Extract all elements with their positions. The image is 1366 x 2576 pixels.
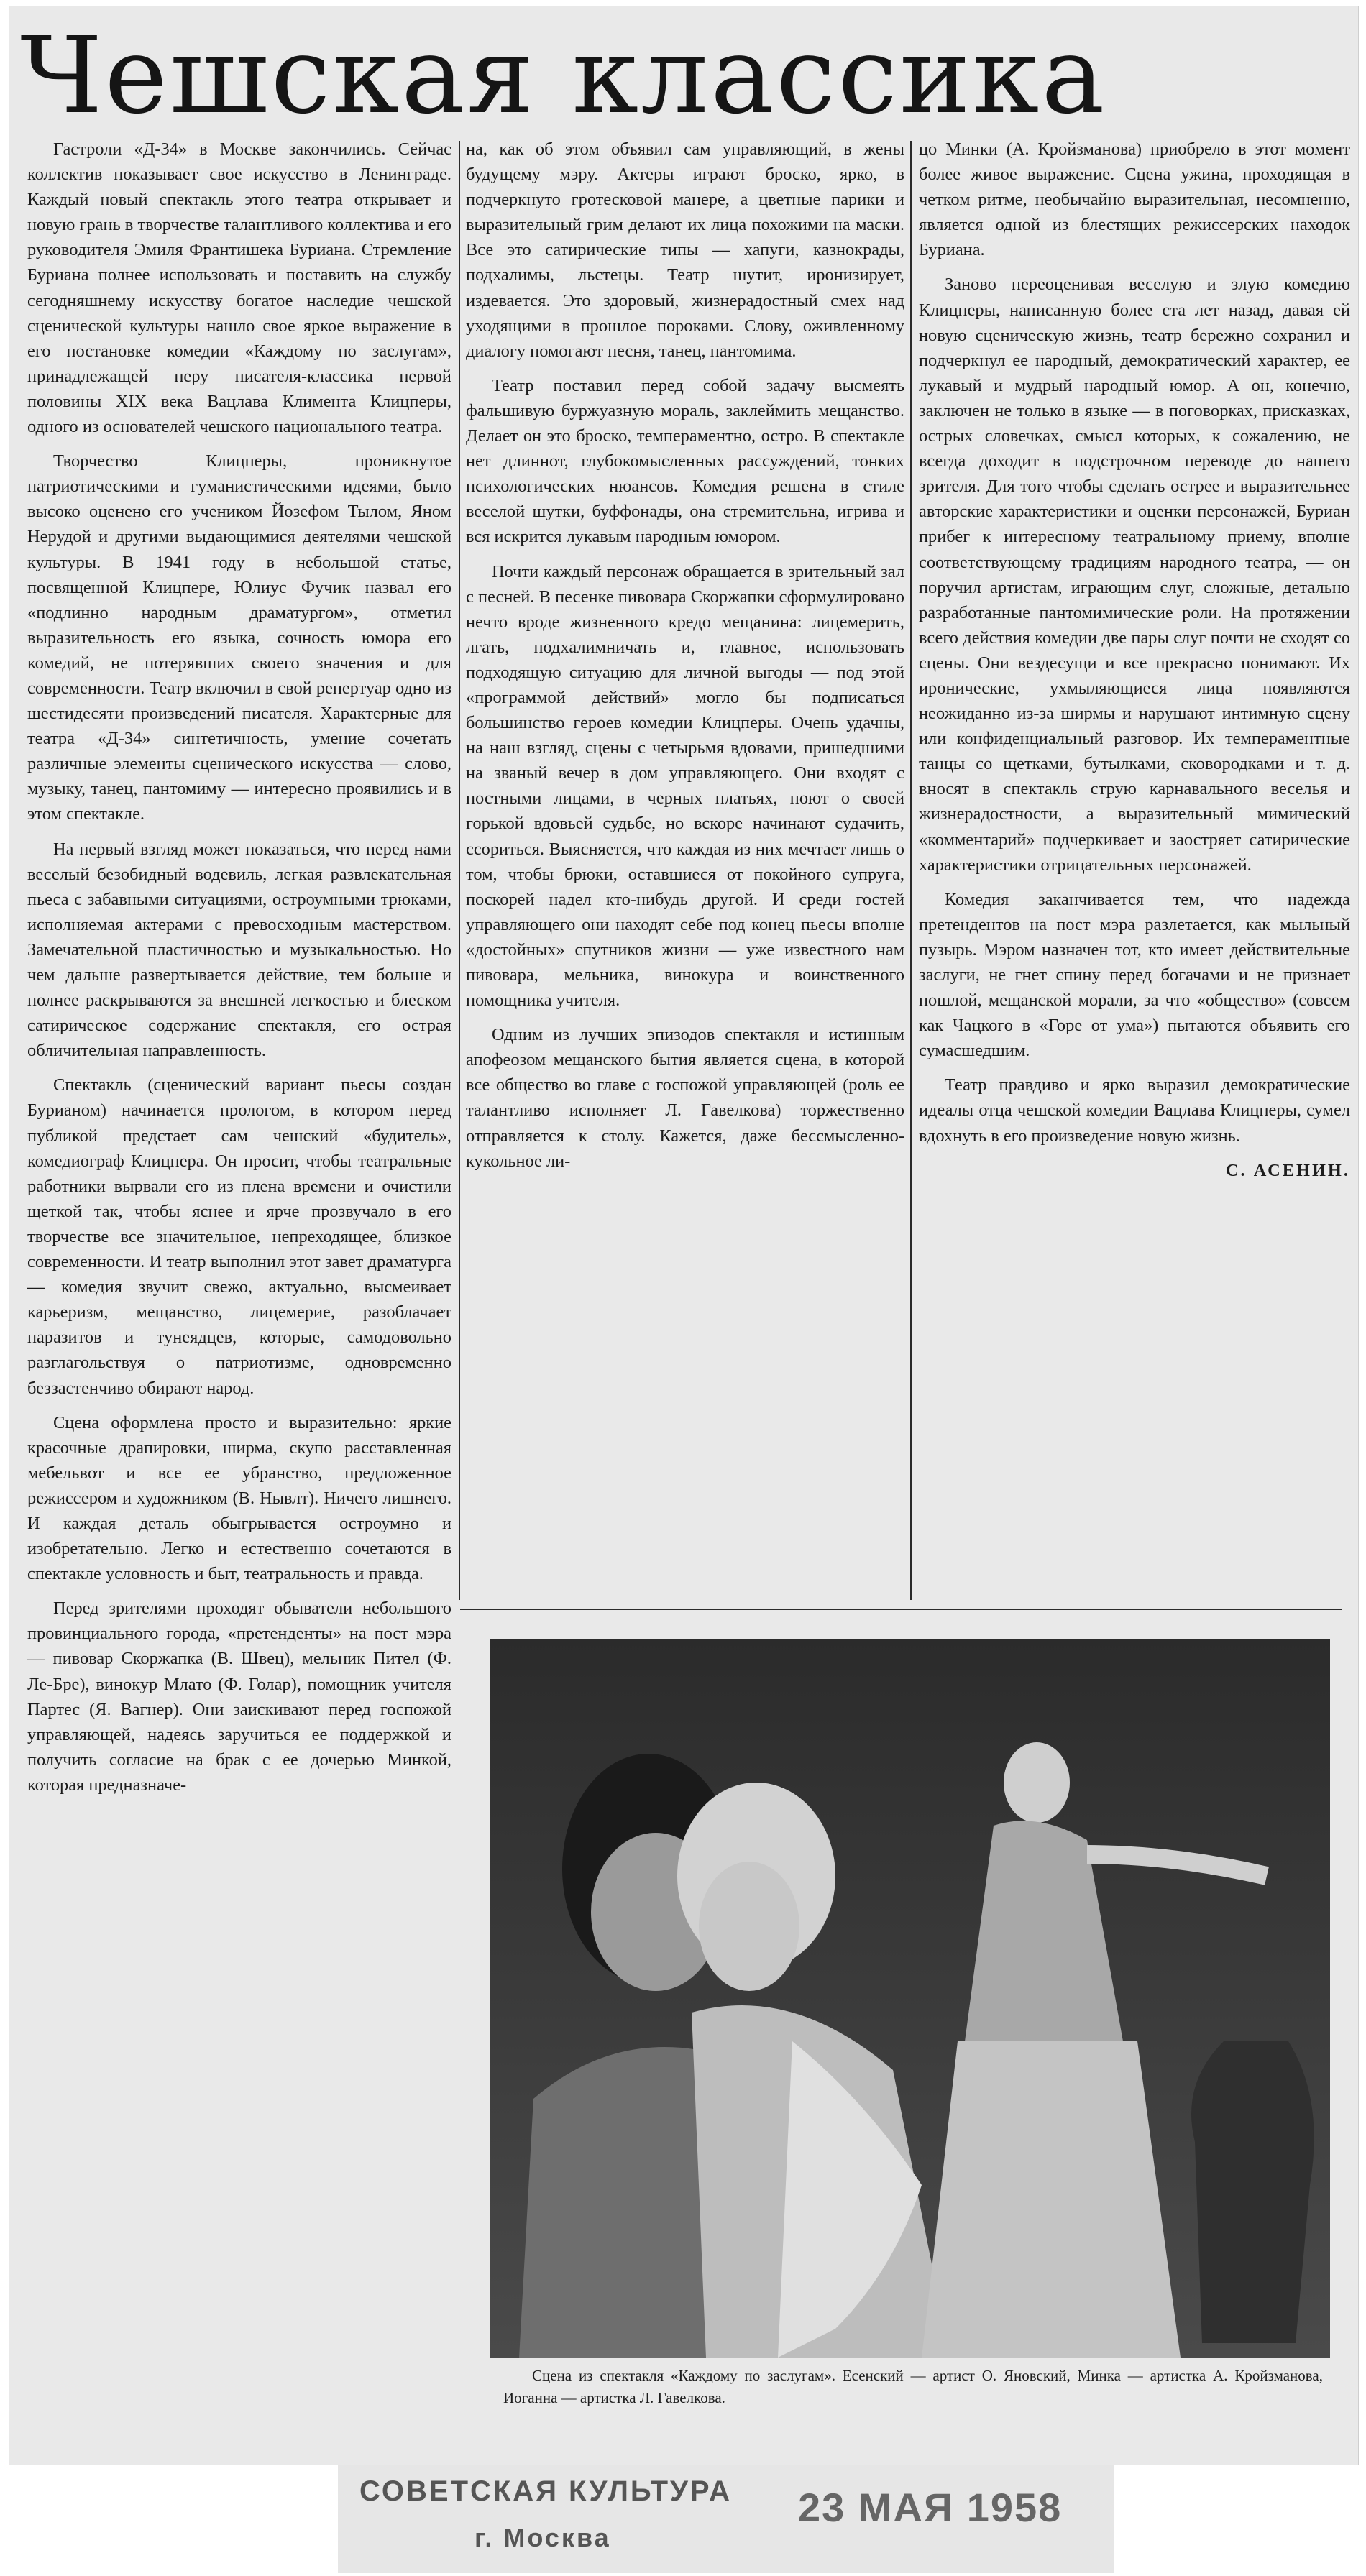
author-signature: С. АСЕНИН.: [1225, 1160, 1350, 1180]
column-rule: [910, 141, 912, 1600]
paragraph: Одним из лучших эпизодов спектакля и истинным апофеозом мещанского бытия является сцена, в которой все общество во главе с госпожой управляющей (роль ее талантливо исполняет Л. Гавелкова) торжественно отправляется к столу. Кажется, даже бессмысленно-кукольное ли-: [466, 1025, 904, 1171]
paragraph: Почти каждый персонаж обращается в зрительный зал с песней. В песенке пивовара Скоржапки сформулировано нечто вроде жизненного кредо мещанина: лицемерить, лгать, подхалимничать и, главное, использовать подходящую ситуацию для личной выгоды — под этой «программой действий» могло бы подписаться большинство героев комедии Клицперы. Очень удачны, на наш взгляд, сцены с четырьмя вдовами, пришедшими на званый вечер в дом управляющего. Они входят с постными лицами, в черных платьях, поют о своей горькой вдовьей судьбе, но вскоре начинают судачить, ссориться. Выясняется, что каждая из них мечтает лишь о том, чтобы брюки, оставшиеся от покойного супруга, поскорей надел кто-нибудь другой. И среди гостей управляющего они находят себе под конец пьесы вполне «достойных» спутников жизни — уже известного нам пивовара, мельника, винокура и воинственного помощника учителя.: [466, 561, 904, 1011]
paragraph: Заново переоценивая веселую и злую комедию Клицперы, написанную более ста лет назад, давая ей новую сценическую жизнь, театр бережно сохранил и подчеркнул ее народный, демократический характер, ее лукавый и мудрый народный юмор. А он, конечно, заключен не только в языке — в поговорках, присказках, острых словечках, смысл которых, к сожалению, не всегда доходит в подстрочном переводе до нашего зрителя. Для того чтобы сделать острее и выразительнее авторские характеристики и оценки персонажей, Буриан прибег к интересному театральному приему, вполне соответствующему традициям народного театра, — он поручил артистам, играющим слуг, сложные, детально разработанные пантомимические роли. На протяжении всего действия комедии две пары слуг почти не сходят со сцены. Они вездесущи и все прекрасно понимают. Их иронические, ухмыляющиеся лица появляются неожиданно из-за ширмы и нарушают интимную сцену или конфиденциальный разговор. Их темпераментные танцы со щетками, бутылками, сковородками и т. д. вносят в спектакль струю карнавального веселья и жизнерадостности, а выразительный мимический «комментарий» подчеркивает и заостряет сатирические характеристики отрицательных персонажей.: [919, 275, 1350, 875]
headline: Чешская классика: [20, 14, 1107, 137]
paragraph: Спектакль (сценический вариант пьесы создан Бурианом) начинается прологом, в котором перед публикой предстает сам чешский «будитель», комедиограф Клицпера. Он просит, чтобы театральные работники вырвали его из плена времени и очистили щеткой так, чтобы яснее и ярче прозвучало в его творчестве все значительное, непреходящее, близкое современности. И театр выполнил этот завет драматурга — комедия звучит свежо, актуально, высмеивает карьеризм, мещанство, лицемерие, разоблачает паразитов и тунеядцев, которые, самодовольно разглагольствуя о патриотизме, одновременно беззастенчиво обирают народ.: [27, 1075, 451, 1398]
paragraph: Театр правдиво и ярко выразил демократические идеалы отца чешской комедии Вацлава Клицперы, сумел вдохнуть в его произведение новую жизнь.: [919, 1075, 1350, 1146]
photo-caption: Сцена из спектакля «Каждому по заслугам». Есенский — артист О. Яновский, Минка — артистка А. Кройзманова, Иоганна — артистка Л. Гавелкова.: [503, 2367, 1323, 2406]
paragraph: цо Минки (А. Кройзманова) приобрело в этот момент более живое выражение. Сцена ужина, проходящая в четком ритме, необычайно выразительная, несомненно, является одной из блестящих режиссерских находок Буриана.: [919, 139, 1350, 260]
article-column-1: [27, 137, 451, 2451]
paragraph: Театр поставил перед собой задачу высмеять фальшивую буржуазную мораль, заклеймить мещанство. Делает он это броско, темпераментно, остро. В спектакле нет длиннот, глубокомысленных рассуждений, тонких психологических нюансов. Комедия решена в стиле веселой шутки, буффонады, она стремительна, игрива и вся искрится лукавым народным юмором.: [466, 375, 904, 547]
paragraph: На первый взгляд может показаться, что перед нами веселый безобидный водевиль, легкая развлекательная пьеса с забавными ситуациями, остроумными трюками, исполняемая актерами с превосходным мастерством. Замечательной пластичностью и музыкальностью. Но чем дальше развертывается действие, тем больше и полнее раскрываются за внешней легкостью и блеском сатирическое содержание спектакля, его острая обличительная направленность.: [27, 839, 451, 1061]
paragraph: на, как об этом объявил сам управляющий, в жены будущему мэру. Актеры играют броско, ярко, в подчеркнуто гротесковой манере, а цветные парики и выразительный грим делают их лица похожими на маски. Все это сатирические типы — хапуги, казнокрады, подхалимы, льстецы. Театр шутит, иронизирует, издевается. Это здоровый, жизнерадостный смех над уходящими в прошлое пороками. Слову, оживленному диалогу помогают песня, танец, пантомима.: [466, 139, 904, 361]
article-column-2: [466, 137, 904, 1588]
stage-photo: [490, 1639, 1330, 2358]
library-stamp: [338, 2465, 1114, 2573]
section-rule: [460, 1609, 1342, 1610]
stamp-city: г. Москва: [475, 2523, 611, 2552]
paragraph: Комедия заканчивается тем, что надежда претендентов на пост мэра разлетается, как мыльный пузырь. Мэром назначен тот, кто имеет действительные заслуги, не гнет спину перед богачами и не признает пошлой, мещанской морали, за что «общество» (совсем как Чацкого в «Горе от ума») пытаются объявить его сумасшедшим.: [919, 889, 1350, 1061]
column-rule: [459, 141, 460, 1600]
paragraph: Перед зрителями проходят обыватели небольшого провинциального города, «претенденты» на пост мэра — пивовар Скоржапка (В. Швец), мельник Пител (Ф. Ле-Бре), винокур Млато (Ф. Голар), помощник учителя Партес (Я. Вагнер). Они заискивают перед госпожой управляющей, надеясь заручиться ее поддержкой и получить согласие на брак с ее дочерью Минкой, которая предназначе-: [27, 1598, 451, 1795]
paragraph: Сцена оформлена просто и выразительно: яркие красочные драпировки, ширма, скупо расставленная мебельвот и все ее убранство, предложенное режиссером и художником (В. Нывлт). Ничего лишнего. И каждая деталь обыгрывается остроумно и изобретательно. Легко и естественно сочетаются в спектакле условность и быт, театральность и правда.: [27, 1412, 451, 1584]
stage-photo-illustration: [490, 1639, 1330, 2358]
paragraph: Творчество Клицперы, проникнутое патриотическими и гуманистическими идеями, было высоко оценено его учеником Йозефом Тылом, Яном Нерудой и другими выдающимися деятелями чешской культуры. В 1941 году в небольшой статье, посвященной Клицпере, Юлиус Фучик назвал его «подлинно народным драматургом», отметил выразительность его языка, сочность юмора его комедий, не потерявших своего значения и для современности. Театр включил в свой репертуар одно из шестидесяти произведений писателя. Характерные для театра «Д-34» синтетичность, умение сочетать различные элементы сценического искусства — слово, музыку, танец, пантомиму — интересно проявились и в этом спектакле.: [27, 451, 451, 824]
stamp-newspaper: СОВЕТСКАЯ КУЛЬТУРА: [359, 2475, 732, 2507]
article-column-3: [919, 137, 1350, 1588]
stamp-date: 23 МАЯ 1958: [798, 2485, 1063, 2530]
paragraph: Гастроли «Д-34» в Москве закончились. Сейчас коллектив показывает свое искусство в Ленинграде. Каждый новый спектакль этого театра открывает и новую грань в творчестве талантливого коллектива и его руководителя Эмиля Франтишека Буриана. Стремление Буриана полнее использовать и поставить на службу сегодняшнему искусству богатое наследие чешской сценической культуры нашло свое яркое выражение в его постановке комедии «Каждому по заслугам», принадлежащей перу писателя-классика первой половины XIX века Вацлава Климента Клицперы, одного из основателей чешского национального театра.: [27, 139, 451, 437]
